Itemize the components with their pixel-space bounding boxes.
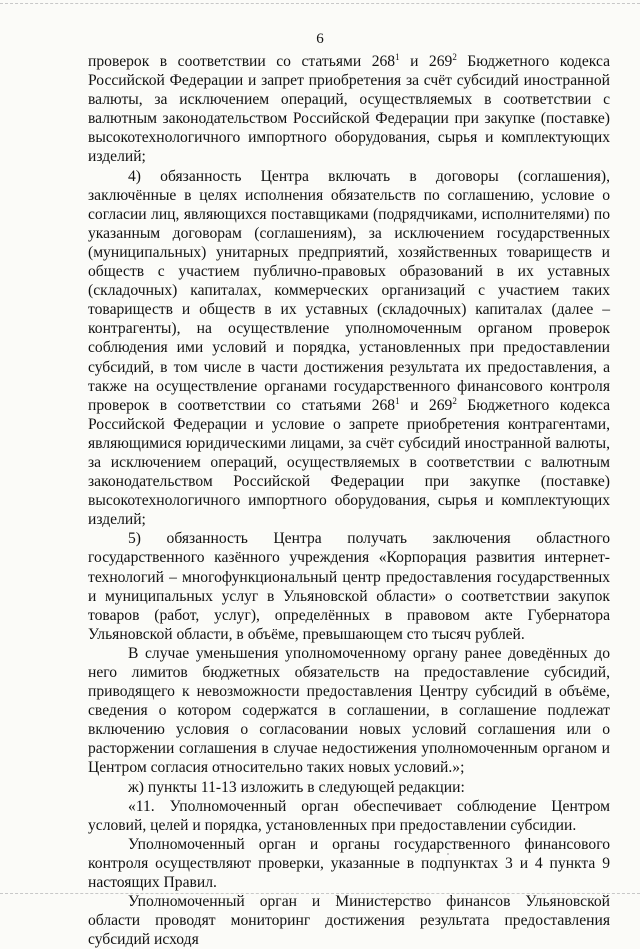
text-run: Бюджетного кодекса Российской Федерации и запрет приобретения за счёт субсидий иностранной валюты, за исключением операций, осуществляемых в соответствии с валютным законодательством Российской Федерации при закупке (поставке) высокотехнологичного импортного оборудования, сырья и комплектующих изделий;	[88, 53, 610, 166]
text-run: ж) пункты 11-13 изложить в следующей редакции:	[128, 778, 465, 796]
paragraph	[88, 529, 610, 644]
paragraph	[88, 52, 610, 167]
paragraph	[88, 835, 610, 892]
paragraph	[88, 644, 610, 778]
text-run: «11. Уполномоченный орган обеспечивает соблюдение Центром условий, целей и порядка, установленных при предоставлении субсидии.	[88, 797, 610, 834]
superscript: 2	[452, 395, 457, 406]
text-run: В случае уменьшения уполномоченному органу ранее доведённых до него лимитов бюджетных обязательств на предоставление субсидий, приводящего к невозможности предоставления Центру субсидий в объёме, сведения о котором содержатся в соглашении, в соглашение подлежат включению условия о согласовании новых условий соглашения или о расторжении соглашения в случае недостижения уполномоченным органом и Центром согласия относительно таких новых условий.»;	[88, 644, 610, 777]
paragraph	[88, 797, 610, 835]
scan-top-edge	[0, 3, 640, 4]
text-run: и 269	[399, 396, 453, 414]
text-run: 5) обязанность Центра получать заключения областного государственного казённого учреждения «Корпорация развития интернет-технологий – многофункциональный центр предоставления государственных и муниципальных услуг в Ульяновской области» о соответствии закупок товаров (работ, услуг), определённых в правовом акте Губернатора Ульяновской области, в объёме, превышающем сто тысяч рублей.	[88, 530, 610, 643]
text-run: и 269	[399, 53, 453, 70]
paragraph	[88, 892, 610, 949]
text-run: Уполномоченный орган и органы государственного финансового контроля осуществляют проверки, указанные в подпунктах 3 и 4 пункта 9 настоящих Правил.	[88, 835, 610, 892]
document-body	[88, 52, 610, 949]
paragraph	[88, 778, 610, 797]
text-run: Уполномоченный орган и Министерство финансов Ульяновской области проводят мониторинг достижения результата предоставления субсидий исходя	[88, 893, 610, 949]
superscript: 1	[395, 395, 400, 406]
paragraph	[88, 167, 610, 530]
text-run: Бюджетного кодекса Российской Федерации и условие о запрете приобретения контрагентами, являющимися юридическими лицами, за счёт субсидий иностранной валюты, за исключением операций, осуществляемых в соответствии с валютным законодательством Российской Федерации при закупке (поставке) высокотехнологичного импортного оборудования, сырья и комплектующих изделий;	[88, 396, 610, 529]
text-run: 4) обязанность Центра включать в договоры (соглашения), заключённые в целях исполнения обязательств по соглашению, условие о согласии лиц, являющихся поставщиками (подрядчиками, исполнителями) по указанным договорам (соглашениям), за исключением государственных (муниципальных) унитарных предприятий, хозяйственных товариществ и обществ с участием публично-правовых образований в их уставных (складочных) капиталах, коммерческих организаций с участием таких товариществ и обществ в их уставных (складочных) капиталах (далее – контрагенты), на осуществление уполномоченным органом проверок соблюдения ими условий и порядка, установленных при предоставлении субсидий, в том числе в части достижения результата их предоставления, а также на осуществление органами государственного финансового контроля проверок в соответствии со статьями 268	[88, 167, 610, 414]
superscript: 1	[395, 52, 400, 62]
page-number: 6	[316, 31, 324, 47]
superscript: 2	[452, 52, 457, 62]
text-run: проверок в соответствии со статьями 268	[88, 53, 396, 70]
